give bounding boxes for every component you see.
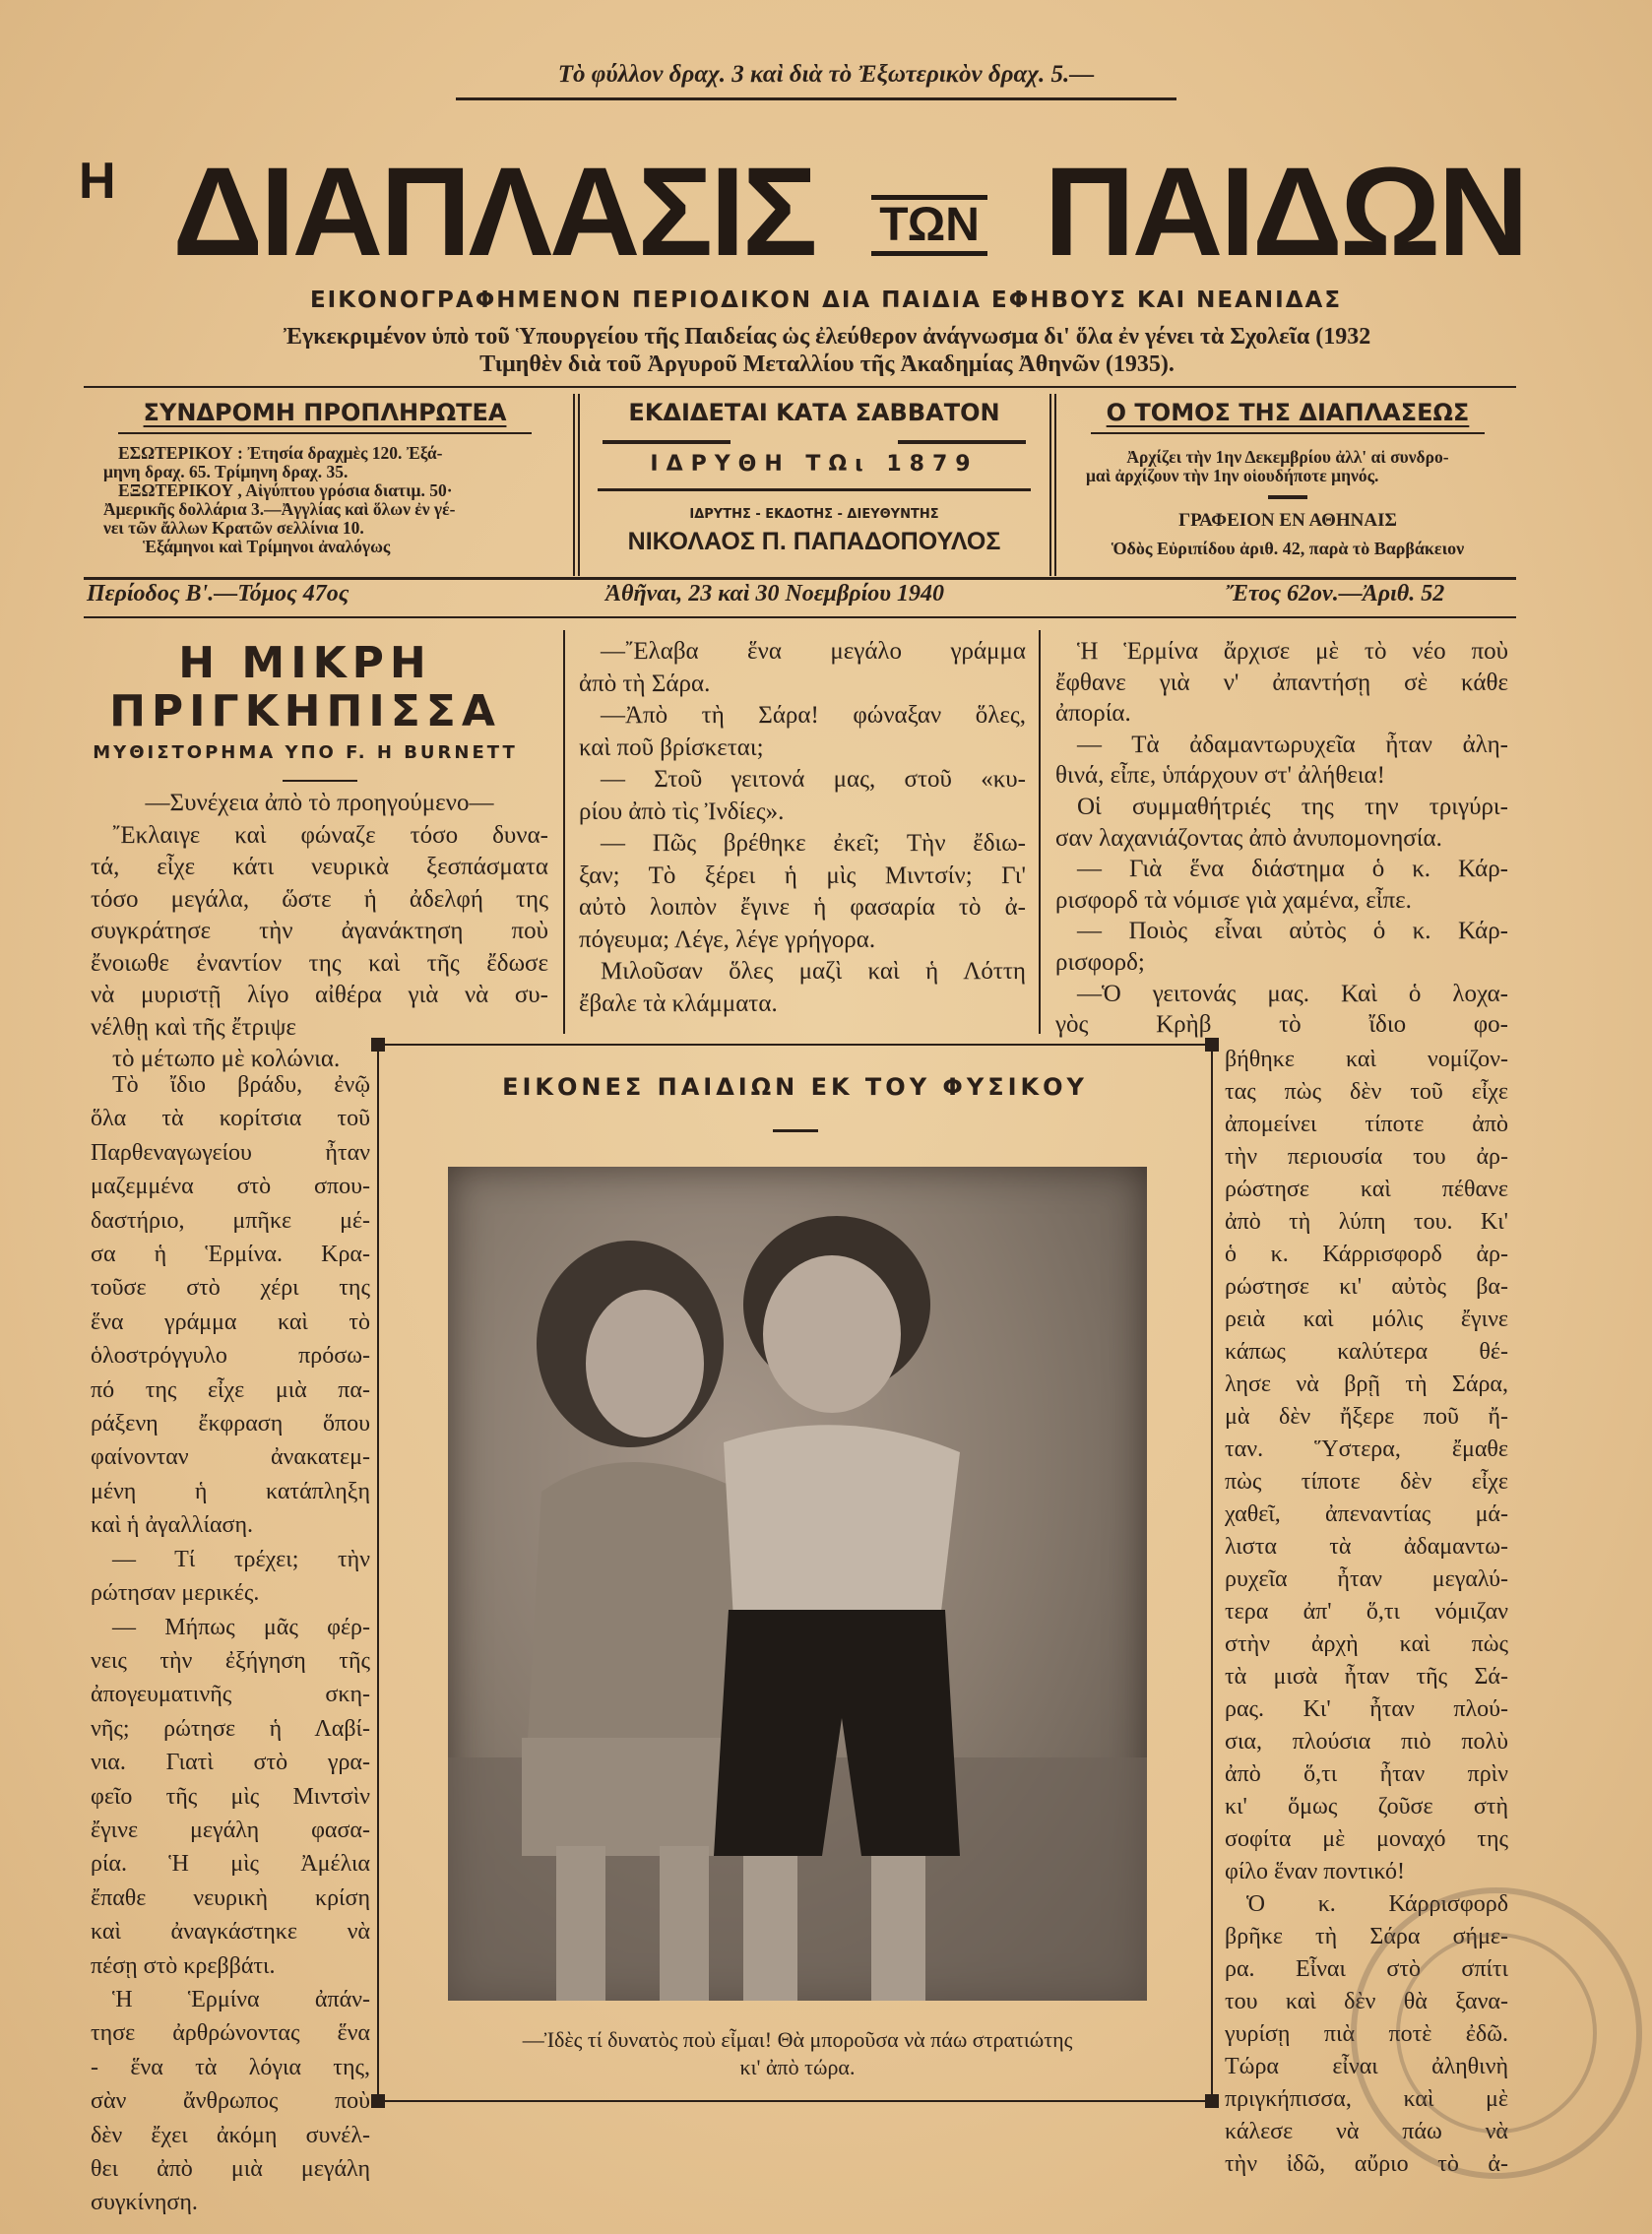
- story-text-line: τὸ μέτωπο μὲ κολώνια.: [112, 1046, 341, 1072]
- subscription-line: ΕΞΩΤΕΡΙΚΟΥ , Αἰγύπτου γρόσια διατιμ. 50·: [118, 480, 453, 500]
- story-text-line: Τώρα εἶναι ἀληθινὴ: [1225, 2054, 1508, 2079]
- masthead-paidon: ΠΑΙΔΩΝ: [1044, 142, 1526, 283]
- volume-box: [1061, 399, 1514, 576]
- story-text-line: νῆς; ρώτησε ἡ Λαβί-: [91, 1715, 370, 1742]
- divider: [773, 1129, 818, 1132]
- office-title: ΓΡΑΦΕΙΟΝ ΕΝ ΑΘΗΝΑΙΣ: [1178, 510, 1397, 531]
- story-text-line: Μιλοῦσαν ὅλες μαζὶ καὶ ἡ Λόττη: [601, 958, 1026, 985]
- story-text-line: δαστήριο, μπῆκε μέ-: [91, 1207, 370, 1234]
- story-text-line: νεις τὴν ἐξήγηση τῆς: [91, 1647, 370, 1674]
- story-text-line: ὁλοστρόγγυλο πρόσω-: [91, 1343, 370, 1370]
- story-text-line: νια. Γιατὶ στὸ γρα-: [91, 1750, 370, 1776]
- story-text-line: Παρθεναγωγείου ἦταν: [91, 1139, 370, 1166]
- period-volume: Περίοδος Β'.—Τόμος 47ος: [87, 581, 349, 606]
- subtitle: ΕΙΚΟΝΟΓΡΑΦΗΜΕΝΟΝ ΠΕΡΙΟΔΙΚΟΝ ΔΙΑ ΠΑΙΔΙΑ ΕΦΗΒΟΥΣ ΚΑΙ ΝΕΑΝΙΔΑΣ: [309, 287, 1343, 313]
- story-text-line: — Τί τρέχει; τὴν: [112, 1546, 370, 1572]
- story-text-line: τοῦσε στὸ χέρι της: [91, 1275, 370, 1302]
- subscription-line: Ἑξάμηνοι καὶ Τρίμηνοι ἀναλόγως: [143, 537, 391, 556]
- story-text-line: τὴν περιουσία του ἀρ-: [1225, 1144, 1508, 1170]
- story-text-line: θει ἀπὸ μιὰ μεγάλη: [91, 2156, 370, 2182]
- story-text-line: Ἡ Ἑρμίνα ἄρχισε μὲ τὸ νέο ποὺ: [1077, 638, 1508, 665]
- story-text-line: - ἕνα τὰ λόγια της,: [91, 2054, 370, 2080]
- masthead: [79, 118, 1526, 283]
- subscription-line: Ἀμερικῆς δολλάρια 3.—Ἀγγλίας καὶ ὅλων ἐν γέ-: [103, 499, 456, 519]
- publication-schedule: ΕΚΔΙΔΕΤΑΙ ΚΑΤΑ ΣΑΒΒΑΤΟΝ: [628, 399, 1000, 426]
- story-text-line: καὶ ποῦ βρίσκεται;: [579, 734, 764, 761]
- story-byline: ΜΥΘΙΣΤΟΡΗΜΑ ΥΠΟ F. H BURNETT: [93, 742, 518, 763]
- story-title-2: ΠΡΙΓΚΗΠΙΣΣΑ: [109, 686, 501, 736]
- story-text-line: —Συνέχεια ἀπὸ τὸ προηγούμενο—: [145, 790, 494, 816]
- story-text-line: κάπως καλύτερα θέ-: [1225, 1339, 1508, 1365]
- divider: [456, 97, 1176, 100]
- volume-line: μαὶ ἀρχίζουν τὴν 1ην οἱουδήποτε μηνός.: [1086, 466, 1379, 485]
- story-text-line: τὴν ἰδῶ, αὔριο τὸ ἀ-: [1225, 2151, 1508, 2177]
- divider: [1091, 432, 1485, 434]
- subscription-line: ΕΣΩΤΕΡΙΚΟΥ : Ἐτησία δραχμὲς 120. Ἐξά-: [118, 443, 443, 463]
- masthead-h: Η: [79, 153, 116, 210]
- volume-title: Ο ΤΟΜΟΣ ΤΗΣ ΔΙΑΠΛΑΣΕΩΣ: [1106, 399, 1470, 426]
- story-text-line: Ὁ κ. Κάρρισφορδ: [1246, 1891, 1508, 1917]
- caption-line-1: —Ἰδὲς τί δυνατὸς ποὺ εἶμαι! Θὰ μποροῦσα νὰ πάω στρατιώτης: [522, 2027, 1073, 2052]
- story-text-line: ρώστησε κι' αὐτὸς βα-: [1225, 1274, 1508, 1300]
- founded-year: ΙΔΡΥΘΗ ΤΩι 1879: [650, 452, 979, 477]
- story-text-line: νέλθῃ καὶ τῆς ἔτριψε: [91, 1013, 296, 1041]
- story-text-line: γυρίσῃ πιὰ ποτὲ ἐδῶ.: [1225, 2021, 1508, 2047]
- story-text-line: θινά, εἶπε, ὑπάρχουν στ' ἀλήθεια!: [1055, 762, 1385, 790]
- story-text-line: —Ἀπὸ τὴ Σάρα! φώναξαν ὅλες,: [601, 702, 1026, 729]
- story-text-line: ρας. Κι' ἦταν πλού-: [1225, 1696, 1508, 1722]
- office-address: Ὁδὸς Εὐριπίδου ἀριθ. 42, παρὰ τὸ Βαρβάκειον: [1111, 539, 1465, 558]
- divider: [84, 616, 1516, 618]
- story-text-line: γὸς Κρὴβ τὸ ἴδιο φο-: [1055, 1011, 1508, 1039]
- story-text-line: κι' ὅμως ζοῦσε στὴ: [1225, 1794, 1508, 1819]
- story-text-line: λιστα τὰ ἀδαμαντω-: [1225, 1534, 1508, 1560]
- story-text-line: ἀπὸ ὅ,τι ἦταν πρὶν: [1225, 1761, 1508, 1787]
- story-text-line: συγκράτησε τὴν ἀγανάκτηση ποὺ: [91, 918, 548, 944]
- story-text-line: —Ὁ γειτονάς μας. Καὶ ὁ λοχα-: [1077, 980, 1508, 1007]
- publisher-box: [583, 399, 1046, 576]
- story-column-left: [91, 1068, 370, 2220]
- story-text-line: ξαν; Τὸ ξέρει ἡ μὶς Μιντσίν; Γι': [579, 862, 1026, 889]
- column-rule: [1039, 630, 1041, 1034]
- divider: [118, 432, 532, 434]
- divider: [1268, 495, 1307, 499]
- story-text-line: αὐτὸ λοιπὸν ἔγινε ἡ φασαρία τὸ ἀ-: [579, 894, 1026, 921]
- story-text-line: ρισφορδ;: [1055, 948, 1145, 976]
- story-text-line: πόγευμα; Λέγε, λέγε γρήγορα.: [579, 926, 876, 953]
- story-text-line: σαν λαχανιάζοντας ἀπὸ ἀνυπομονησία.: [1055, 824, 1442, 852]
- story-text-line: μὰ δὲν ἤξερε ποῦ ἤ-: [1225, 1404, 1508, 1430]
- story-text-line: του καὶ δὲν θὰ ξανα-: [1225, 1989, 1508, 2014]
- story-text-line: ρία. Ἡ μὶς Ἀμέλια: [91, 1851, 370, 1878]
- story-column-right-top: [1055, 636, 1508, 1041]
- story-text-line: — Τὰ ἀδαμαντωρυχεῖα ἦταν ἀλη-: [1077, 731, 1508, 758]
- story-text-line: ράξενη ἔκφραση ὅπου: [91, 1411, 370, 1437]
- story-text-line: καὶ ἡ ἀγαλλίαση.: [91, 1512, 254, 1539]
- story-text-line: ρυχεῖα ἦταν μεγαλύ-: [1225, 1566, 1508, 1592]
- story-text-line: ἕνα γράμμα καὶ τὸ: [91, 1308, 370, 1335]
- picture-caption: [413, 2026, 1181, 2081]
- story-text-line: ὅλα τὰ κορίτσια τοῦ: [91, 1106, 370, 1132]
- story-column-left-top: [91, 788, 548, 1076]
- story-text-line: πό της εἶχε μιὰ πα-: [91, 1376, 370, 1403]
- story-text-line: σὰν ἄνθρωπος ποὺ: [91, 2088, 370, 2115]
- subscription-line: μηνη δραχ. 65. Τρίμηνη δραχ. 35.: [103, 462, 349, 481]
- story-text-line: πέσῃ στὸ κρεββάτι.: [91, 1952, 276, 1979]
- story-text-line: ρώτησαν μερικές.: [91, 1580, 260, 1607]
- story-text-line: τόσο μεγάλα, ὥστε ἡ ἀδελφή της: [91, 885, 548, 913]
- story-text-line: συγκίνηση.: [91, 2190, 198, 2216]
- story-text-line: Ἡ Ἑρμίνα ἀπάν-: [112, 1986, 370, 2012]
- story-text-line: — Πῶς βρέθηκε ἐκεῖ; Τὴν ἔδιω-: [601, 830, 1026, 857]
- story-text-line: πὼς τίποτε δὲν εἶχε: [1225, 1469, 1508, 1495]
- story-text-line: φίλο ἕναν ποντικό!: [1225, 1859, 1405, 1884]
- year-number: Ἔτος 62ον.—Ἀριθ. 52: [1226, 581, 1445, 606]
- column-separator: [573, 394, 580, 576]
- caption-line-2: κι' ἀπὸ τώρα.: [739, 2055, 856, 2079]
- story-text-line: βρῆκε τὴ Σάρα σήμε-: [1225, 1924, 1508, 1949]
- story-text-line: ἔπαθε νευρικὴ κρίση: [91, 1884, 370, 1911]
- story-text-line: ἀπὸ τὴ λύπη του. Κι': [1225, 1209, 1508, 1235]
- story-text-line: ρώστησε καὶ πέθανε: [1225, 1177, 1508, 1202]
- story-text-line: σα ἡ Ἑρμίνα. Κρα-: [91, 1242, 370, 1268]
- publisher-roles: ΙΔΡΥΤΗΣ - ΕΚΔΟΤΗΣ - ΔΙΕΥΘΥΝΤΗΣ: [689, 507, 939, 522]
- volume-line: Ἀρχίζει τὴν 1ην Δεκεμβρίου ἀλλ' αἱ συνδρο-: [1126, 447, 1449, 467]
- publisher-name: ΝΙΚΟΛΑΟΣ Π. ΠΑΠΑΔΟΠΟΥΛΟΣ: [627, 528, 1001, 555]
- subscription-line: νει τῶν ἄλλων Κρατῶν σελλίνια 10.: [103, 518, 364, 538]
- story-text-line: βήθηκε καὶ νομίζον-: [1225, 1047, 1508, 1072]
- story-text-line: δὲν ἔχει ἀκόμη συνέλ-: [91, 2122, 370, 2148]
- divider: [598, 488, 1031, 491]
- divider: [84, 577, 1516, 580]
- story-text-line: νὰ μυριστῇ λίγο αἰθέρα γιὰ νὰ συ-: [91, 982, 548, 1008]
- story-text-line: ἔγινε μεγάλη φασα-: [91, 1817, 370, 1843]
- divider: [84, 386, 1516, 388]
- approval-line-2: Τιμηθὲν διὰ τοῦ Ἀργυροῦ Μεταλλίου τῆς Ἀκαδημίας Ἀθηνῶν (1935).: [479, 351, 1175, 377]
- story-text-line: τησε ἀρθρώνοντας ἕνα: [91, 2020, 370, 2047]
- divider: [603, 440, 1026, 444]
- story-text-line: — Μήπως μᾶς φέρ-: [112, 1614, 370, 1640]
- story-text-line: ἀπορία.: [1055, 700, 1131, 728]
- story-text-line: μένη ἡ κατάπληξη: [91, 1478, 370, 1504]
- library-stamp-watermark: [1319, 1851, 1644, 2215]
- story-text-line: — Ποιὸς εἶναι αὐτὸς ὁ κ. Κάρ-: [1077, 918, 1508, 945]
- story-text-line: ἔβαλε τὰ κλάμματα.: [579, 989, 778, 1017]
- story-text-line: Οἱ συμμαθήτριές της την τριγύρι-: [1077, 793, 1508, 820]
- approval-text: [98, 323, 1556, 378]
- story-text-line: σια, πλούσια πιὸ πολὺ: [1225, 1729, 1508, 1755]
- masthead-ton: ΤΩΝ: [871, 195, 987, 256]
- story-text-line: τας πὼς δὲν τοῦ εἶχε: [1225, 1079, 1508, 1105]
- story-text-line: τά, εἶχε κάτι νευρικὰ ξεσπάσματα: [91, 854, 548, 880]
- story-text-line: ρισφορδ τὰ νόμισε γιὰ χαμένα, εἶπε.: [1055, 886, 1412, 914]
- story-text-line: ἀπομείνει τίποτε ἀπὸ: [1225, 1112, 1508, 1137]
- subscription-box: [84, 399, 566, 576]
- story-text-line: ἔνοιωθε ἐναντίον της καὶ τῆς ἔδωσε: [91, 949, 548, 977]
- story-text-line: καὶ ἀναγκάστηκε νὰ: [91, 1919, 370, 1946]
- story-text-line: κάλεσε νὰ πάω νὰ: [1225, 2119, 1508, 2144]
- story-text-line: τερα ἀπ' ὅ,τι νόμιζαν: [1225, 1599, 1508, 1625]
- divider: [283, 780, 357, 782]
- story-text-line: σοφίτα μὲ μοναχό της: [1225, 1826, 1508, 1852]
- picture-title: ΕΙΚΟΝΕΣ ΠΑΙΔΙΩΝ ΕΚ ΤΟΥ ΦΥΣΙΚΟΥ: [502, 1073, 1088, 1101]
- column-separator: [1049, 394, 1056, 576]
- subscription-title: ΣΥΝΔΡΟΜΗ ΠΡΟΠΛΗΡΩΤΕΑ: [143, 399, 507, 426]
- story-text-line: ἔφθανε γιὰ ν' ἀπαντήσῃ σὲ κάθε: [1055, 669, 1508, 696]
- story-title-1: Η ΜΙΚΡΗ: [178, 638, 432, 688]
- story-text-line: —῎Ελαβα ἕνα μεγάλο γράμμα: [601, 638, 1026, 665]
- approval-line-1: Ἐγκεκριμένον ὑπὸ τοῦ Ὑπουργείου τῆς Παιδείας ὡς ἐλεύθερον ἀνάγνωσμα δι' ὅλα ἐν γένει τὰ Σχολεῖα (1932: [283, 324, 1371, 350]
- story-text-line: τὰ μισὰ ἦταν τῆς Σά-: [1225, 1664, 1508, 1690]
- story-text-line: ἀπὸ τὴ Σάρα.: [579, 670, 711, 697]
- story-column-middle: [579, 636, 1026, 1020]
- story-text-line: ῎Εκλαιγε καὶ φώναζε τόσο δυνα-: [112, 821, 548, 849]
- photo-illustration: [448, 1167, 1147, 2001]
- story-text-line: χαθεῖ, ἀπεναντίας μά-: [1225, 1501, 1508, 1527]
- story-text-line: στὴν ἀρχὴ καὶ πὼς: [1225, 1631, 1508, 1657]
- price-line: Τὸ φύλλον δραχ. 3 καὶ διὰ τὸ Ἐξωτερικὸν δραχ. 5.—: [557, 61, 1095, 88]
- story-text-line: ἀπογευματινῆς σκη-: [91, 1682, 370, 1708]
- masthead-diaplasis: ΔΙΑΠΛΑΣΙΣ: [172, 142, 815, 283]
- children-photo: [448, 1167, 1147, 2001]
- story-text-line: — Στοῦ γειτονά μας, στοῦ «κυ-: [601, 766, 1026, 793]
- story-text-line: ρειὰ καὶ μόλις ἔγινε: [1225, 1307, 1508, 1332]
- story-text-line: ταν. Ὕστερα, ἔμαθε: [1225, 1436, 1508, 1462]
- story-text-line: φεῖο τῆς μὶς Μιντσὶν: [91, 1783, 370, 1810]
- story-text-line: λησε νὰ βρῇ τὴ Σάρα,: [1225, 1372, 1508, 1397]
- story-text-line: ρίου ἀπὸ τὶς Ἰνδίες».: [579, 798, 785, 825]
- story-text-line: ρα. Εἶναι στὸ σπίτι: [1225, 1956, 1508, 1982]
- issue-date: Ἀθῆναι, 23 καὶ 30 Νοεμβρίου 1940: [605, 581, 945, 606]
- column-rule: [563, 630, 565, 1034]
- story-text-line: φαίνονταν ἀνακατεμ-: [91, 1444, 370, 1471]
- story-text-line: πριγκήπισσα, καὶ μὲ: [1225, 2086, 1508, 2112]
- story-text-line: μαζεμμένα στὸ σπου-: [91, 1174, 370, 1200]
- story-text-line: — Γιὰ ἕνα διάστημα ὁ κ. Κάρ-: [1077, 856, 1508, 883]
- story-text-line: Τὸ ἴδιο βράδυ, ἐνῷ: [112, 1072, 370, 1098]
- story-text-line: ὁ κ. Κάρρισφορδ ἀρ-: [1225, 1242, 1508, 1267]
